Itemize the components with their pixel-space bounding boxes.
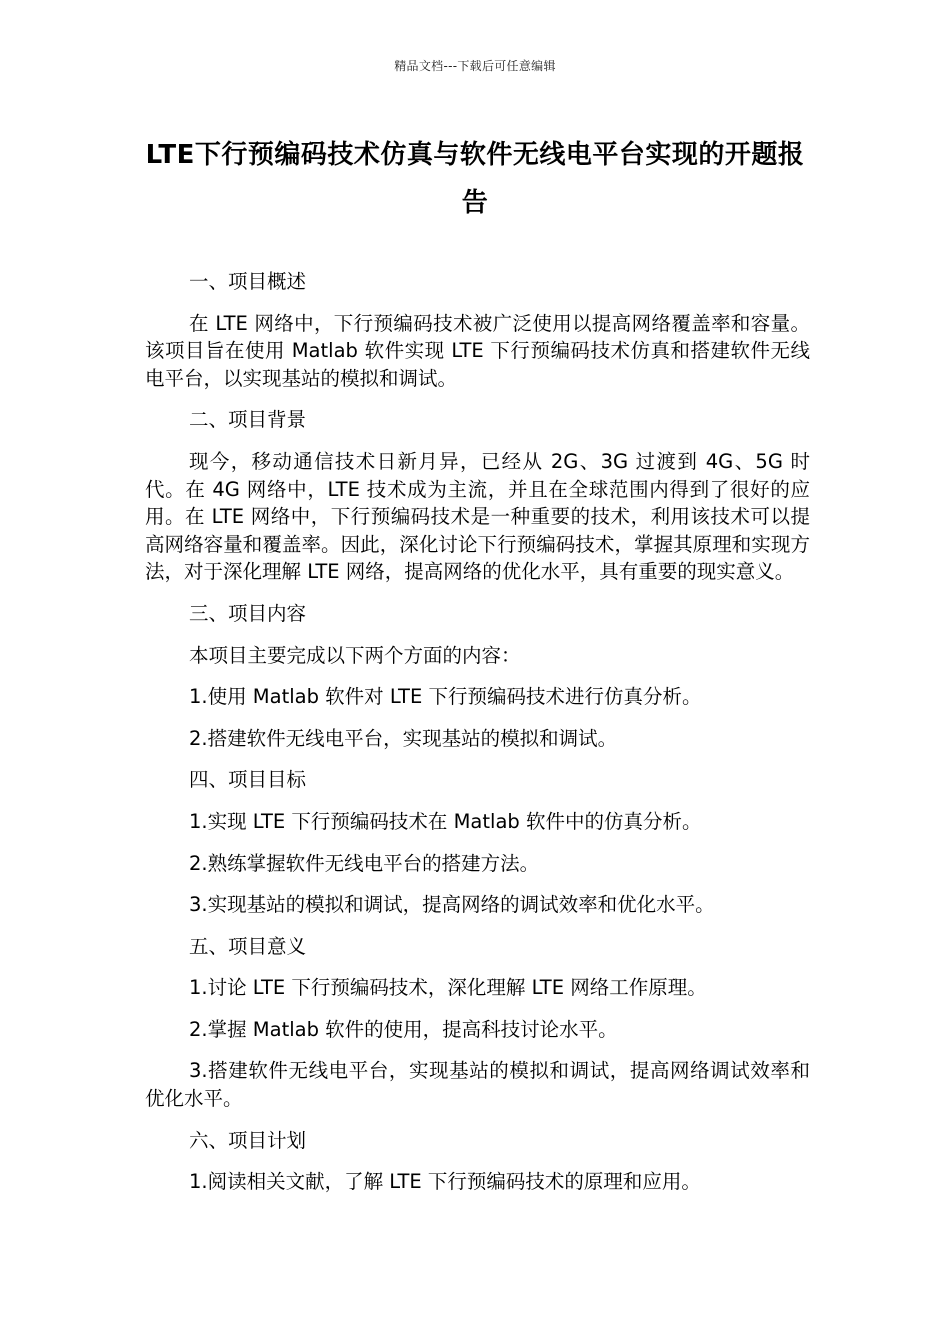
list-item-significance-2: 2.掌握 Matlab 软件的使用，提高科技讨论水平。	[189, 1017, 618, 1041]
section-heading-goals: 四、项目目标	[189, 768, 307, 792]
list-item-content-1: 1.使用 Matlab 软件对 LTE 下行预编码技术进行仿真分析。	[189, 685, 702, 709]
section-heading-content: 三、项目内容	[189, 601, 307, 625]
list-item-goal-2: 2.熟练掌握软件无线电平台的搭建方法。	[189, 851, 540, 875]
paragraph-overview: 在 LTE 网络中，下行预编码技术被广泛使用以提高网络覆盖率和容量。该项目旨在使用 Matlab 软件实现 LTE 下行预编码技术仿真和搭建软件无线电平台，以实现基站的模拟和调试。	[145, 311, 810, 390]
section-heading-overview: 一、项目概述	[189, 270, 307, 293]
list-item-goal-3: 3.实现基站的模拟和调试，提高网络的调试效率和优化水平。	[189, 893, 715, 917]
list-item-plan-1: 1.阅读相关文献，了解 LTE 下行预编码技术的原理和应用。	[189, 1170, 701, 1194]
section-heading-plan: 六、项目计划	[189, 1128, 307, 1152]
paragraph-content-intro: 本项目主要完成以下两个方面的内容：	[189, 643, 521, 667]
list-item-content-2: 2.搭建软件无线电平台，实现基站的模拟和调试。	[189, 726, 618, 750]
paragraph-background: 现今，移动通信技术日新月异，已经从 2G、3G 过渡到 4G、5G 时代。在 4G 网络中，LTE 技术成为主流，并且在全球范围内得到了很好的应用。在 LTE 网络中，下行预编码技术是一种重要的技术，利用该技术可以提高网络容量和覆盖率。因此，深化讨论下行预编码技术，掌握其原理和实现方法，对于深化理解 LTE 网络，提高网络的优化水平，具有重要的现实意义。	[145, 449, 810, 584]
document-title: LTE下行预编码技术仿真与软件无线电平台实现的开题报告	[145, 140, 805, 218]
list-item-goal-1: 1.实现 LTE 下行预编码技术在 Matlab 软件中的仿真分析。	[189, 809, 702, 833]
section-heading-background: 二、项目背景	[189, 408, 307, 432]
section-heading-significance: 五、项目意义	[189, 934, 307, 958]
header-note: 精品文档---下载后可任意编辑	[394, 59, 556, 73]
document-body	[145, 268, 810, 1210]
list-item-significance-3: 3.搭建软件无线电平台，实现基站的模拟和调试，提高网络调试效率和优化水平。	[145, 1059, 810, 1111]
list-item-significance-1: 1.讨论 LTE 下行预编码技术，深化理解 LTE 网络工作原理。	[189, 976, 707, 1000]
